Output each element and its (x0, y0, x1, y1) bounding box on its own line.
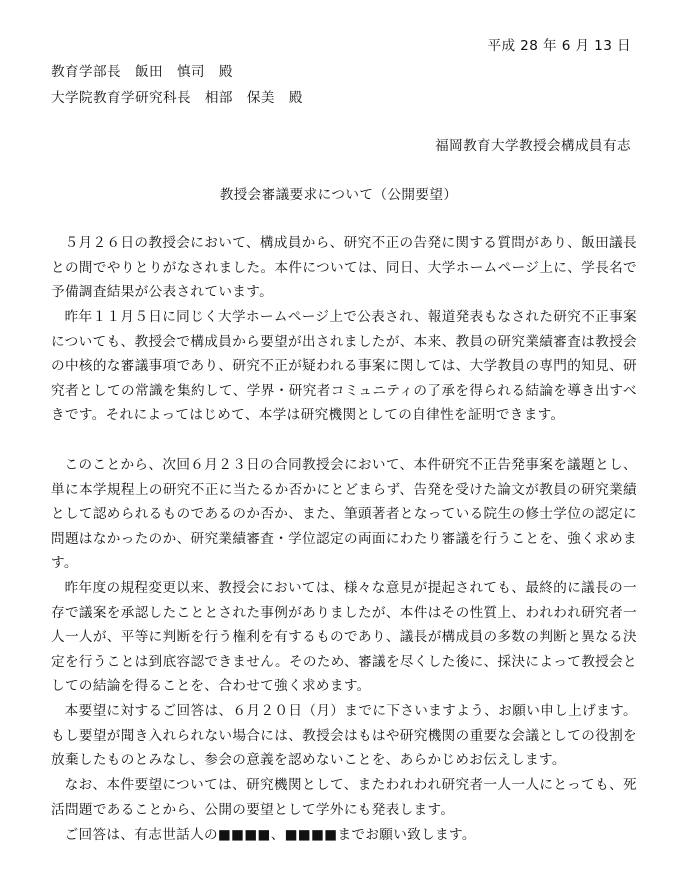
body-paragraph-3: このことから、次回６月２３日の合同教授会において、本件研究不正告発事案を議題とし、単に本学規程上の研究不正に当たるか否かにとどまらず、告発を受けた論文が教員の研究業績として認められるものであるのか否か、また、筆頭著者となっている院生の修士学位の認定に問題はなかったのか、研究業績審査・学位認定の両面にわたり審議を行うことを、強く求めます。 (51, 457, 637, 571)
document-title: 教授会審議要求について（公開要望） (219, 187, 458, 203)
body-paragraph-6: なお、本件要望については、研究機関として、またわれわれ研究者一人一人にとっても、死活問題であることから、公開の要望として学外にも発表します。 (51, 777, 637, 818)
body-paragraph-4: 昨年度の規程変更以来、教授会においては、様々な意見が提起されても、最終的に議長の一存で議案を承認したこととされた事例がありましたが、本件はその性質上、われわれ研究者一人一人が、平等に判断を行う権利を有するものであり、議長が構成員の多数の判断と異なる決定を行うことは到底容認できません。そのため、審議を尽くした後に、採決によって教授会としての結論を得ることを、合わせて強く求めます。 (51, 580, 637, 694)
body-paragraph-7: ご回答は、有志世話人の■■■■、■■■■までお願い致します。 (64, 827, 476, 843)
addressee-dean: 教育学部長 飯田 慎司 殿 (51, 64, 233, 80)
sender-name: 福岡教育大学教授会構成員有志 (435, 138, 631, 154)
body-paragraph-2: 昨年１１月５日に同じく大学ホームページ上で公表され、報道発表もなされた研究不正事案についても、教授会で構成員から要望が出されましたが、本来、教員の研究業績審査は教授会の中核的な審議事項であり、研究不正が疑われる事案に関しては、大学教員の専門的知見、研究者としての常識を集約して、学界・研究者コミュニティの了承を得られる結論を導き出すべきです。それによってはじめて、本学は研究機関としての自律性を証明できます。 (51, 309, 637, 423)
body-paragraph-5: 本要望に対するご回答は、６月２０日（月）までに下さいますよう、お願い申し上げます。もし要望が聞き入れられない場合には、教授会はもはや研究機関の重要な会議としての役割を放棄したものとみなし、参会の意義を認めないことを、あらかじめお伝えします。 (51, 703, 637, 768)
document-date: 平成 28 年 6 月 13 日 (487, 38, 631, 54)
body-paragraph-1: ５月２６日の教授会において、構成員から、研究不正の告発に関する質問があり、飯田議長との間でやりとりがなされました。本件については、同日、大学ホームページ上に、学長名で予備調査結果が公表されています。 (51, 235, 637, 300)
addressee-graduate-dean: 大学院教育学研究科長 相部 保美 殿 (51, 90, 303, 106)
